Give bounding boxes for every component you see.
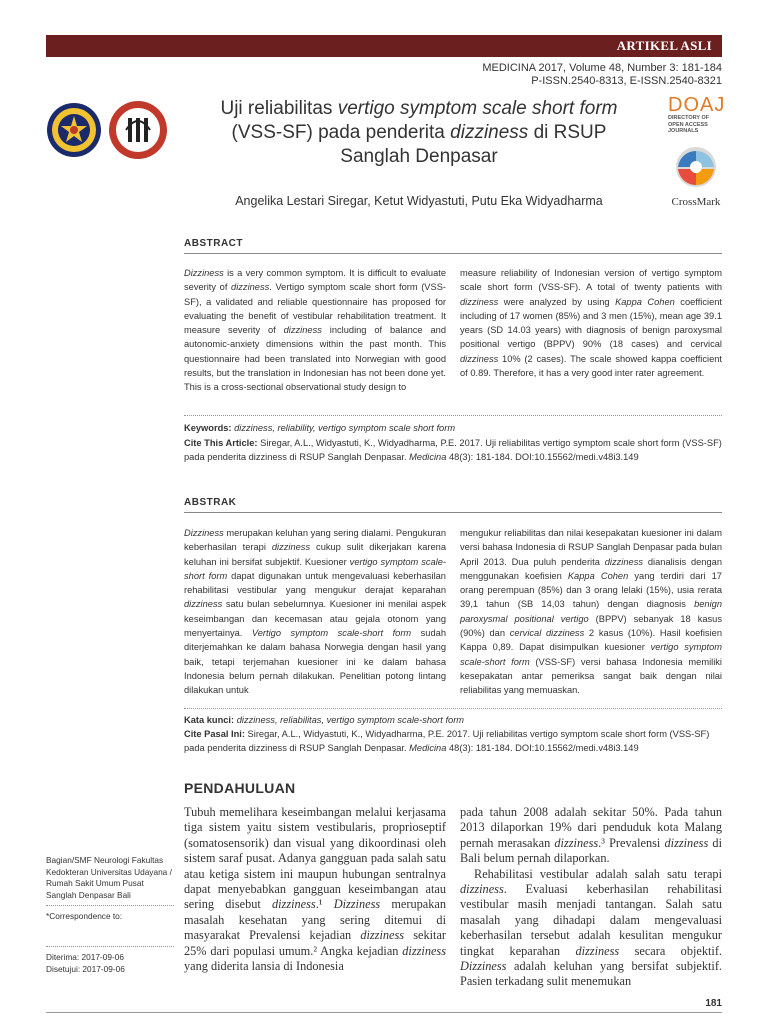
cite-pasal-ini: [184, 727, 722, 756]
cite-value: Siregar, A.L., Widyastuti, K., Widyadharma, P.E. 2017. Uji reliabilitas vertigo symptom scale short form (VSS-SF) pada penderita dizziness di RSUP Sanglah Denpasar. Medicina 48(3): 181-184. DOI:10.15562/medi.v48i3.149: [184, 729, 710, 754]
article-title: [184, 97, 654, 169]
divider: [184, 253, 722, 254]
abstract-heading: ABSTRACT: [184, 238, 243, 249]
correspondence: *Correspondence to:: [46, 911, 123, 921]
divider: [184, 415, 722, 416]
doaj-sub-line: DIRECTORY OF: [668, 115, 710, 121]
title-italic-text: vertigo symptom scale short form: [337, 98, 618, 119]
introduction-column-1: Tubuh memelihara keseimbangan melalui kerjasama tiga sistem yaitu sistem vestibularis, proprioseptif (somatosensorik) dan visual yang dikoordinasi oleh sistem saraf pusat. Adanya gangguan pada salah satu atau ketiga sistem ini maupun hubungan sentralnya dapat menyebabkan gangguan keseimbangan atau sering disebut dizziness.¹ Dizziness merupakan masalah kesehatan yang sering ditemui di masyarakat Prevalensi kejadian dizziness sekitar 25% dari populasi umum.² Angka kejadian dizziness yang diderita lansia di Indonesia: [184, 805, 446, 974]
title-text: (VSS-SF) pada penderita: [231, 122, 451, 143]
footer-rule: [46, 1012, 722, 1013]
journal-info: [482, 62, 722, 88]
cite-this-article: [184, 436, 722, 465]
keywords-value: dizziness, reliabilitas, vertigo symptom scale-short form: [234, 715, 465, 725]
kata-kunci: [184, 713, 722, 727]
article-type-label: ARTIKEL ASLI: [616, 38, 712, 53]
abstrak-heading: ABSTRAK: [184, 497, 237, 508]
paragraph: pada tahun 2008 adalah sekitar 50%. Pada tahun 2013 dilaporkan 19% dari penduduk kota Malang pernah merasakan dizziness.³ Prevalensi dizziness di Bali belum pernah dilaporkan.: [460, 805, 722, 866]
introduction-column-2: [460, 805, 722, 990]
cite-label: Cite Pasal Ini:: [184, 729, 245, 739]
hospital-logo: [108, 100, 168, 160]
cite-label: Cite This Article:: [184, 438, 258, 448]
university-seal-logo: [46, 102, 102, 158]
received-date: Diterima: 2017-09-06: [46, 952, 124, 962]
doaj-logo[interactable]: [668, 95, 728, 140]
authors: Angelika Lestari Siregar, Ketut Widyastuti, Putu Eka Widyadharma: [235, 194, 603, 208]
doaj-sub-line: OPEN ACCESS: [668, 121, 708, 128]
title-text: di RSUP: [528, 122, 607, 143]
title-text: Uji reliabilitas: [220, 98, 338, 119]
crossmark-badge[interactable]: [666, 145, 726, 208]
divider: [184, 708, 722, 709]
keywords-label: Keywords:: [184, 423, 232, 433]
abstract-column-2: measure reliability of Indonesian version of vertigo symptom scale short form (VSS-SF). A total of twenty patients with dizziness were analyzed by using Kappa Cohen coefficient including of 17 women (85%) and 3 men (15%), mean age 39.1 years (SD 14.03 years) with diagnosis of benign paroxysmal positional vertigo (BPPV) 90% (18 cases) and cervical dizziness 10% (2 cases). The scale showed kappa coefficient of 0.89. Therefore, it has a very good inter rater agreement.: [460, 268, 722, 379]
keywords-value: dizziness, reliability, vertigo symptom scale short form: [231, 423, 456, 433]
divider: [46, 905, 174, 906]
doaj-subtitle: [668, 115, 728, 135]
accepted-date: Disetujui: 2017-09-06: [46, 964, 125, 974]
keywords-label: Kata kunci:: [184, 715, 235, 725]
doaj-sub-line: JOURNALS: [668, 128, 699, 134]
doaj-letters: DOAJ: [668, 94, 726, 116]
abstrak-column-1: Dizziness merupakan keluhan yang sering dialami. Pengukuran keberhasilan terapi dizziness cukup sulit dikerjakan karena keluhan ini bersifat subjektif. Kuesioner vertigo symptom scale-short form dapat digunakan untuk mengevaluasi keberhasilan rehabilitasi vestibular yang mengukur derajat keparahan dizziness satu bulan sebelumnya. Kuesioner ini menilai aspek keseimbangan dan kecemasan atau gejala otonom yang menyertainya. Vertigo symptom scale-short form sudah diterjemahkan ke dalam bahasa Norwegia dengan hasil yang baik, tetapi terjemahan kuesioner ini ke dalam bahasa Indonesia belum pernah dilakukan. Penelitian potong lintang dilakukan untuk: [184, 528, 447, 696]
journal-issn: P-ISSN.2540-8313, E-ISSN.2540-8321: [531, 75, 722, 87]
cite-value: Siregar, A.L., Widyastuti, K., Widyadharma, P.E. 2017. Uji reliabilitas vertigo symptom scale short form (VSS-SF) pada penderita dizziness di RSUP Sanglah Denpasar. Medicina 48(3): 181-184. DOI:10.15562/medi.v48i3.149: [184, 438, 722, 463]
keywords: [184, 421, 722, 435]
page-number: 181: [705, 998, 722, 1009]
article-type-bar: [46, 35, 722, 57]
divider: [184, 512, 722, 513]
divider: [46, 946, 174, 947]
crossmark-icon: [666, 145, 726, 191]
title-text: Sanglah Denpasar: [340, 146, 498, 167]
abstrak-column-2: mengukur reliabilitas dan nilai kesepakatan kuesioner ini dalam versi bahasa Indonesia di RSUP Sanglah Denpasar pada bulan April 2013. Dua puluh penderita dizziness dianalisis dengan menggunakan koefisien Kappa Cohen yang terdiri dari 17 orang perempuan (85%) dan 3 orang lelaki (15%), usia rerata 39,1 tahun (SB 14,03 tahun) dengan diagnosis benign paroxysmal positional vertigo (BPPV) sebanyak 18 kasus (90%) dan cervical dizziness 2 kasus (10%). Hasil koefisien Kappa 0,89. Dapat disimpulkan kuesioner vertigo symptom scale-short form (VSS-SF) versi bahasa Indonesia memiliki kesepakatan antar pemeriksa sangat baik dengan nilai reliabilitas yang memuaskan.: [460, 528, 722, 696]
abstract-column-1: Dizziness is a very common symptom. It is difficult to evaluate severity of dizziness. Vertigo symptom scale short form (VSS-SF), a validated and reliable questionnaire has proposed for evaluating the benefit of vestibular rehabilitation treatment. It measure severity of dizziness including of balance and autonomic-anxiety dimensions within the past month. This questionnaire had been translated into Norwegian with good results, but the translation in Indonesian has not been done yet. This is a cross-sectional observational study design to: [184, 268, 446, 393]
title-italic-text: dizziness: [450, 122, 529, 143]
introduction-heading: PENDAHULUAN: [184, 780, 296, 796]
paragraph: Rehabilitasi vestibular adalah salah satu terapi dizziness. Evaluasi keberhasilan rehabilitasi vestibular masih menjadi tantangan. Salah satu masalah yang dihadapi dalam mengevaluasi keberhasilan tersebut adalah kesulitan mengukur tingkat keparahan dizziness secara objektif. Dizziness adalah keluhan yang bersifat subjektif. Pasien terkadang sulit menemukan: [460, 866, 722, 989]
crossmark-label: CrossMark: [671, 196, 721, 208]
journal-volume: MEDICINA 2017, Volume 48, Number 3: 181-184: [482, 62, 722, 74]
affiliation: Bagian/SMF Neurologi Fakultas Kedokteran Universitas Udayana / Rumah Sakit Umum Pusat Sanglah Denpasar Bali: [46, 855, 172, 900]
